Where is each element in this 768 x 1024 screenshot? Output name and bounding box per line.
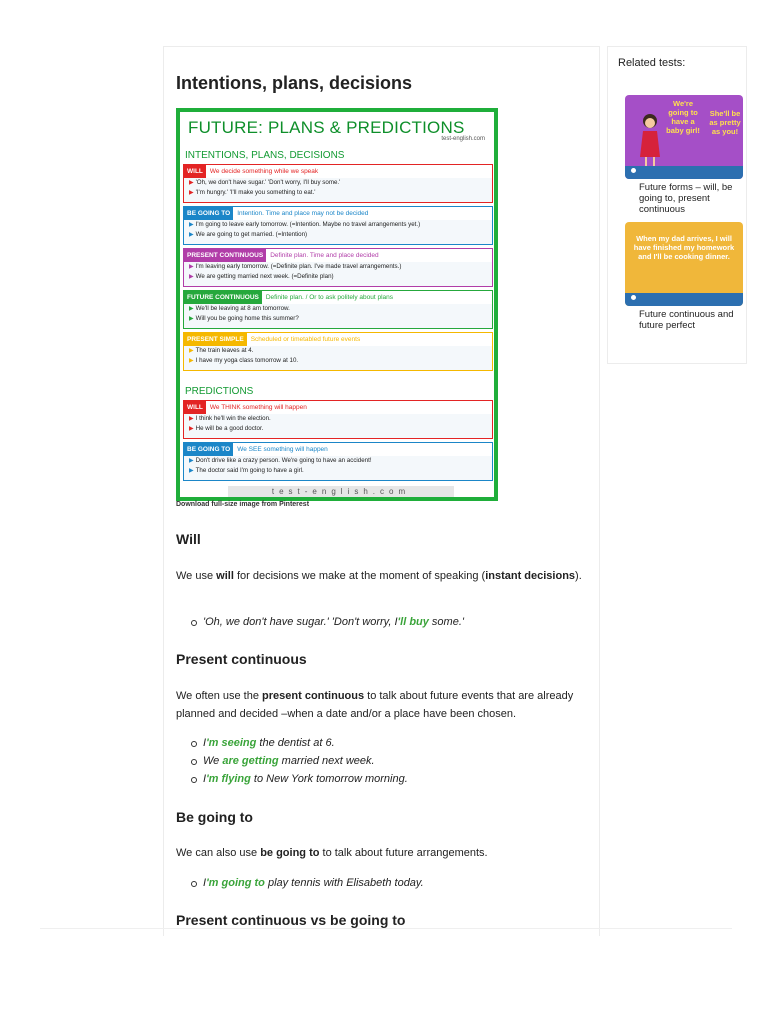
poster-subtitle: INTENTIONS, PLANS, DECISIONS — [185, 150, 345, 161]
will-paragraph: We use will for decisions we make at the moment of speaking (instant decisions). — [176, 570, 582, 582]
poster-tag: PRESENT SIMPLE — [184, 333, 247, 346]
poster-tag: WILL — [184, 401, 206, 414]
poster-example: 'I'm hungry.' 'I'll make you something to eat.' — [195, 189, 316, 196]
play-icon — [629, 293, 638, 302]
poster-tag: WILL — [184, 165, 206, 178]
be-going-to-examples — [191, 874, 586, 892]
thumb-caption-2: She'll be as pretty as you! — [709, 109, 741, 136]
list-item: I'm going to play tennis with Elisabeth today. — [191, 874, 586, 892]
present-continuous-paragraph: We often use the present continuous to talk about future events that are already planned and decided –when a date and/or a place have been chosen. — [176, 690, 574, 720]
poster-section-present-simple: PRESENT SIMPLE Scheduled or timetabled future events ▶ The train leaves at 4. ▶ I have my yoga class tomorrow at 10. — [183, 332, 493, 371]
related-test-thumbnail[interactable] — [625, 95, 743, 179]
poster-section-will-prediction: WILL We THINK something will happen ▶ I think he'll win the election. ▶ He will be a good doctor. — [183, 400, 493, 439]
related-test-link[interactable]: Future continuous and future perfect — [639, 309, 734, 331]
heading-be-going-to: Be going to — [176, 809, 253, 825]
poster-section-future-continuous: FUTURE CONTINUOUS Definite plan. / Or to ask politely about plans ▶ We'll be leaving at 8 am tomorrow. ▶ Will you be going home this summer? — [183, 290, 493, 329]
related-tests-title: Related tests: — [618, 57, 686, 69]
poster-example: I'm going to leave early tomorrow. (=Intention. Maybe no travel arrangements yet.) — [195, 221, 421, 228]
present-continuous-examples — [191, 734, 586, 788]
page-divider — [40, 928, 732, 929]
poster-example: We'll be leaving at 8 am tomorrow. — [195, 305, 290, 312]
play-icon — [629, 166, 638, 175]
poster-desc: Intention. Time and place may not be decided — [237, 210, 369, 217]
poster-section-going-to-prediction: BE GOING TO We SEE something will happen ▶ Don't drive like a crazy person. We're going to have an accident! ▶ The doctor said I'm going to have a girl. — [183, 442, 493, 481]
poster-example: We are getting married next week. (=Definite plan) — [195, 273, 334, 280]
poster-desc: We THINK something will happen — [209, 404, 307, 411]
poster-desc: We decide something while we speak — [209, 168, 319, 175]
poster-section-will: WILL We decide something while we speak ▶ 'Oh, we don't have sugar.' 'Don't worry, I'll buy some.' ▶ 'I'm hungry.' 'I'll make you something to eat.' — [183, 164, 493, 203]
pinterest-download-link[interactable]: Download full-size image from Pinterest — [176, 501, 310, 508]
poster-example: I have my yoga class tomorrow at 10. — [195, 357, 299, 364]
heading-present-continuous-vs-going-to: Present continuous vs be going to — [176, 912, 406, 928]
list-item: 'Oh, we don't have sugar.' 'Don't worry, I'll buy some.' — [191, 613, 586, 631]
poster-example: 'Oh, we don't have sugar.' 'Don't worry, I'll buy some.' — [195, 179, 341, 186]
poster-example: The doctor said I'm going to have a girl. — [195, 467, 304, 474]
poster-example: I think he'll win the election. — [195, 415, 271, 422]
poster-tag: PRESENT CONTINUOUS — [184, 249, 266, 262]
poster-example: Don't drive like a crazy person. We're going to have an accident! — [195, 457, 372, 464]
list-item: I'm flying to New York tomorrow morning. — [191, 770, 586, 788]
poster-tag: BE GOING TO — [184, 443, 233, 456]
article-card — [163, 46, 600, 936]
heading-will: Will — [176, 531, 201, 547]
poster-section-going-to: BE GOING TO Intention. Time and place may not be decided ▶ I'm going to leave early tomorrow. (=Intention. Maybe no travel arrangements yet.) ▶ We are going to get married. (=Intention) — [183, 206, 493, 245]
thumb-caption: We're going to have a baby girl! — [666, 99, 700, 135]
poster-desc: We SEE something will happen — [237, 446, 328, 453]
poster-brand: test-english.com — [441, 136, 485, 142]
poster-example: We are going to get married. (=Intention) — [195, 231, 308, 238]
poster-tag: FUTURE CONTINUOUS — [184, 291, 262, 304]
poster-desc: Scheduled or timetabled future events — [250, 336, 361, 343]
future-plans-infographic[interactable] — [176, 108, 498, 501]
related-test-link[interactable]: Future forms – will, be going to, present continuous — [639, 182, 733, 215]
be-going-to-paragraph: We can also use be going to to talk about future arrangements. — [176, 847, 488, 859]
poster-desc: Definite plan. Time and place decided — [270, 252, 379, 259]
page-title: Intentions, plans, decisions — [176, 73, 413, 93]
poster-example: I'm leaving early tomorrow. (=Definite plan. I've made travel arrangements.) — [195, 263, 402, 270]
poster-section-present-continuous: PRESENT CONTINUOUS Definite plan. Time and place decided ▶ I'm leaving early tomorrow. (=Definite plan. I've made travel arrangements.) ▶ We are getting married next week. (=Definite plan) — [183, 248, 493, 287]
poster-desc: Definite plan. / Or to ask politely about plans — [265, 294, 394, 301]
heading-present-continuous: Present continuous — [176, 651, 307, 667]
poster-tag: BE GOING TO — [184, 207, 233, 220]
related-test-thumbnail[interactable] — [625, 222, 743, 306]
poster-title: FUTURE: PLANS & PREDICTIONS — [188, 118, 465, 137]
poster-footer: test-english.com — [228, 486, 454, 497]
thumb-caption: When my dad arrives, I will have finished my homework and I'll be cooking dinner. — [633, 234, 735, 261]
poster-example: Will you be going home this summer? — [195, 315, 299, 322]
list-item: We are getting married next week. — [191, 752, 586, 770]
poster-predictions-title: PREDICTIONS — [185, 386, 254, 397]
poster-example: He will be a good doctor. — [195, 425, 264, 432]
poster-example: The train leaves at 4. — [195, 347, 254, 354]
will-examples — [191, 613, 586, 631]
list-item: I'm seeing the dentist at 6. — [191, 734, 586, 752]
related-tests-panel — [607, 46, 747, 364]
